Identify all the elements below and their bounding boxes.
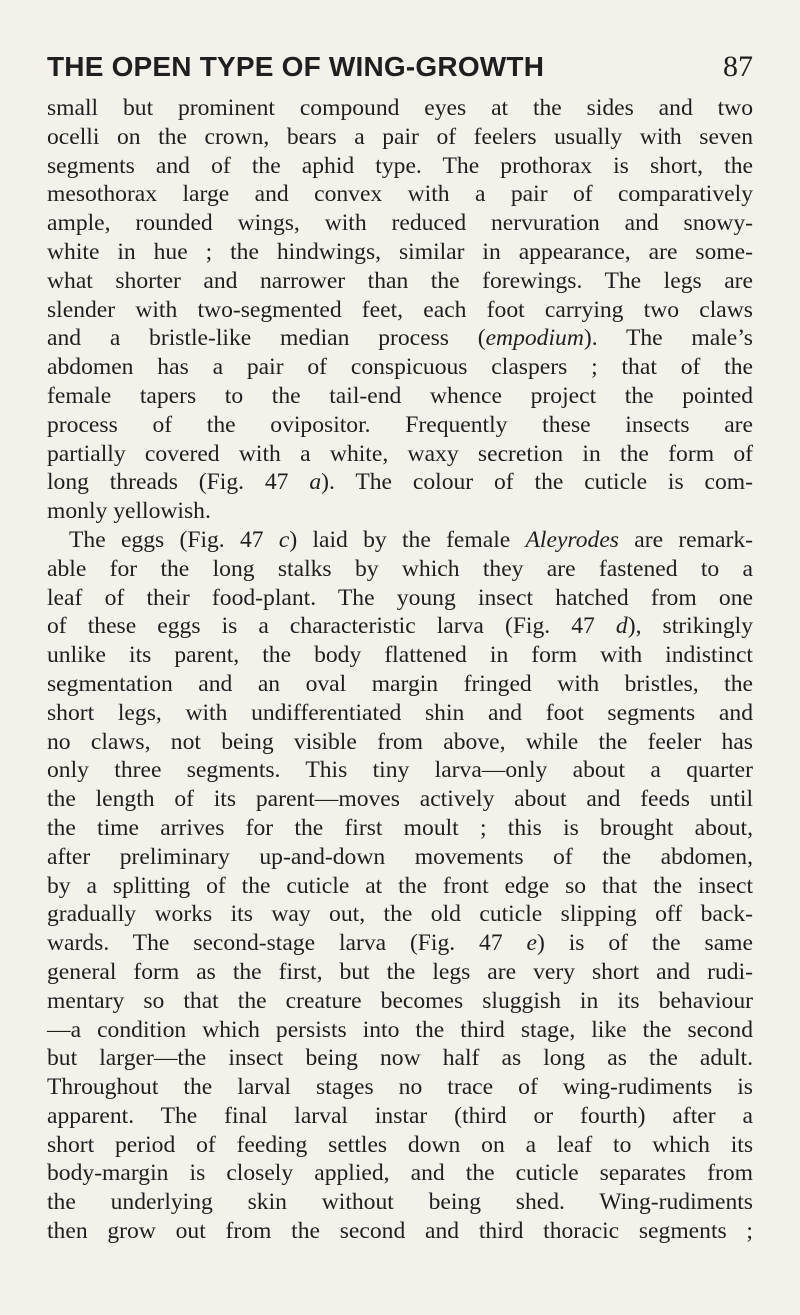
body-text xyxy=(47,94,753,1246)
text-line: —a condition which persists into the third stage, like the second xyxy=(47,1016,753,1043)
text-line: what shorter and narrower than the forewings. The legs are xyxy=(47,267,753,294)
text-line: white in hue ; the hindwings, similar in appearance, are some- xyxy=(47,238,753,265)
text-line: ocelli on the crown, bears a pair of feelers usually with seven xyxy=(47,123,753,150)
italic-term: empodium xyxy=(485,325,584,352)
figure-letter: e xyxy=(526,930,537,957)
text-line: but larger—the insect being now half as long as the adult. xyxy=(47,1045,753,1072)
text-line: small but prominent compound eyes at the sides and two xyxy=(47,95,753,121)
text-line: only three segments. This tiny larva—only about a quarter xyxy=(47,757,753,784)
text-line: short legs, with undifferentiated shin and foot segments and xyxy=(47,699,753,726)
text-line: by a splitting of the cuticle at the front edge so that the insect xyxy=(47,872,753,899)
running-head xyxy=(47,50,753,90)
running-title: THE OPEN TYPE OF WING-GROWTH xyxy=(47,51,545,82)
text-line: the time arrives for the first moult ; this is brought about, xyxy=(47,814,753,841)
text-line: the length of its parent—moves actively about and feeds until xyxy=(47,786,753,813)
genus-name: Aleyrodes xyxy=(525,526,619,553)
text-line: able for the long stalks by which they are fastened to a xyxy=(47,555,753,582)
text-line: The eggs (Fig. 47 c) laid by the female Aleyrodes are remark- xyxy=(69,526,753,553)
text-line: the underlying skin without being shed. Wing-rudiments xyxy=(47,1189,753,1216)
text-line: female tapers to the tail-end whence project the pointed xyxy=(47,382,753,409)
text-line: segments and of the aphid type. The prothorax is short, the xyxy=(47,152,753,179)
text-line: gradually works its way out, the old cuticle slipping off back- xyxy=(47,901,753,928)
text-line: apparent. The final larval instar (third or fourth) after a xyxy=(47,1102,753,1129)
text-line: partially covered with a white, waxy secretion in the form of xyxy=(47,440,753,467)
text-line: and a bristle-like median process (empodium). The male’s xyxy=(47,325,753,352)
text-line: then grow out from the second and third thoracic segments ; xyxy=(47,1218,753,1245)
text-line: of these eggs is a characteristic larva (Fig. 47 d), strikingly xyxy=(47,613,753,640)
text-line: ample, rounded wings, with reduced nervuration and snowy- xyxy=(47,210,753,237)
text-line: Throughout the larval stages no trace of wing-rudiments is xyxy=(47,1074,753,1101)
text-line: short period of feeding settles down on a leaf to which its xyxy=(47,1131,753,1158)
text-line: long threads (Fig. 47 a). The colour of the cuticle is com- xyxy=(47,469,753,496)
text-line: mesothorax large and convex with a pair of comparatively xyxy=(47,181,753,208)
text-line: monly yellowish. xyxy=(47,498,211,525)
text-line: unlike its parent, the body flattened in form with indistinct xyxy=(47,642,753,669)
text-line: wards. The second-stage larva (Fig. 47 e) is of the same xyxy=(47,930,753,957)
figure-letter: a xyxy=(309,469,322,496)
text-line: body-margin is closely applied, and the cuticle separates from xyxy=(47,1160,753,1187)
text-line: general form as the first, but the legs are very short and rudi- xyxy=(47,958,753,985)
figure-letter: c xyxy=(278,526,290,553)
text-line: after preliminary up-and-down movements of the abdomen, xyxy=(47,843,753,870)
text-line: leaf of their food-plant. The young insect hatched from one xyxy=(47,584,753,611)
text-line: abdomen has a pair of conspicuous claspers ; that of the xyxy=(47,354,753,381)
figure-letter: d xyxy=(615,613,628,640)
text-line: process of the ovipositor. Frequently these insects are xyxy=(47,411,753,438)
text-line: mentary so that the creature becomes sluggish in its behaviour xyxy=(47,987,753,1014)
text-line: slender with two-segmented feet, each foot carrying two claws xyxy=(47,296,753,323)
text-line: no claws, not being visible from above, while the feeler has xyxy=(47,728,753,755)
page-number: 87 xyxy=(723,50,753,83)
text-line: segmentation and an oval margin fringed with bristles, the xyxy=(47,670,753,697)
